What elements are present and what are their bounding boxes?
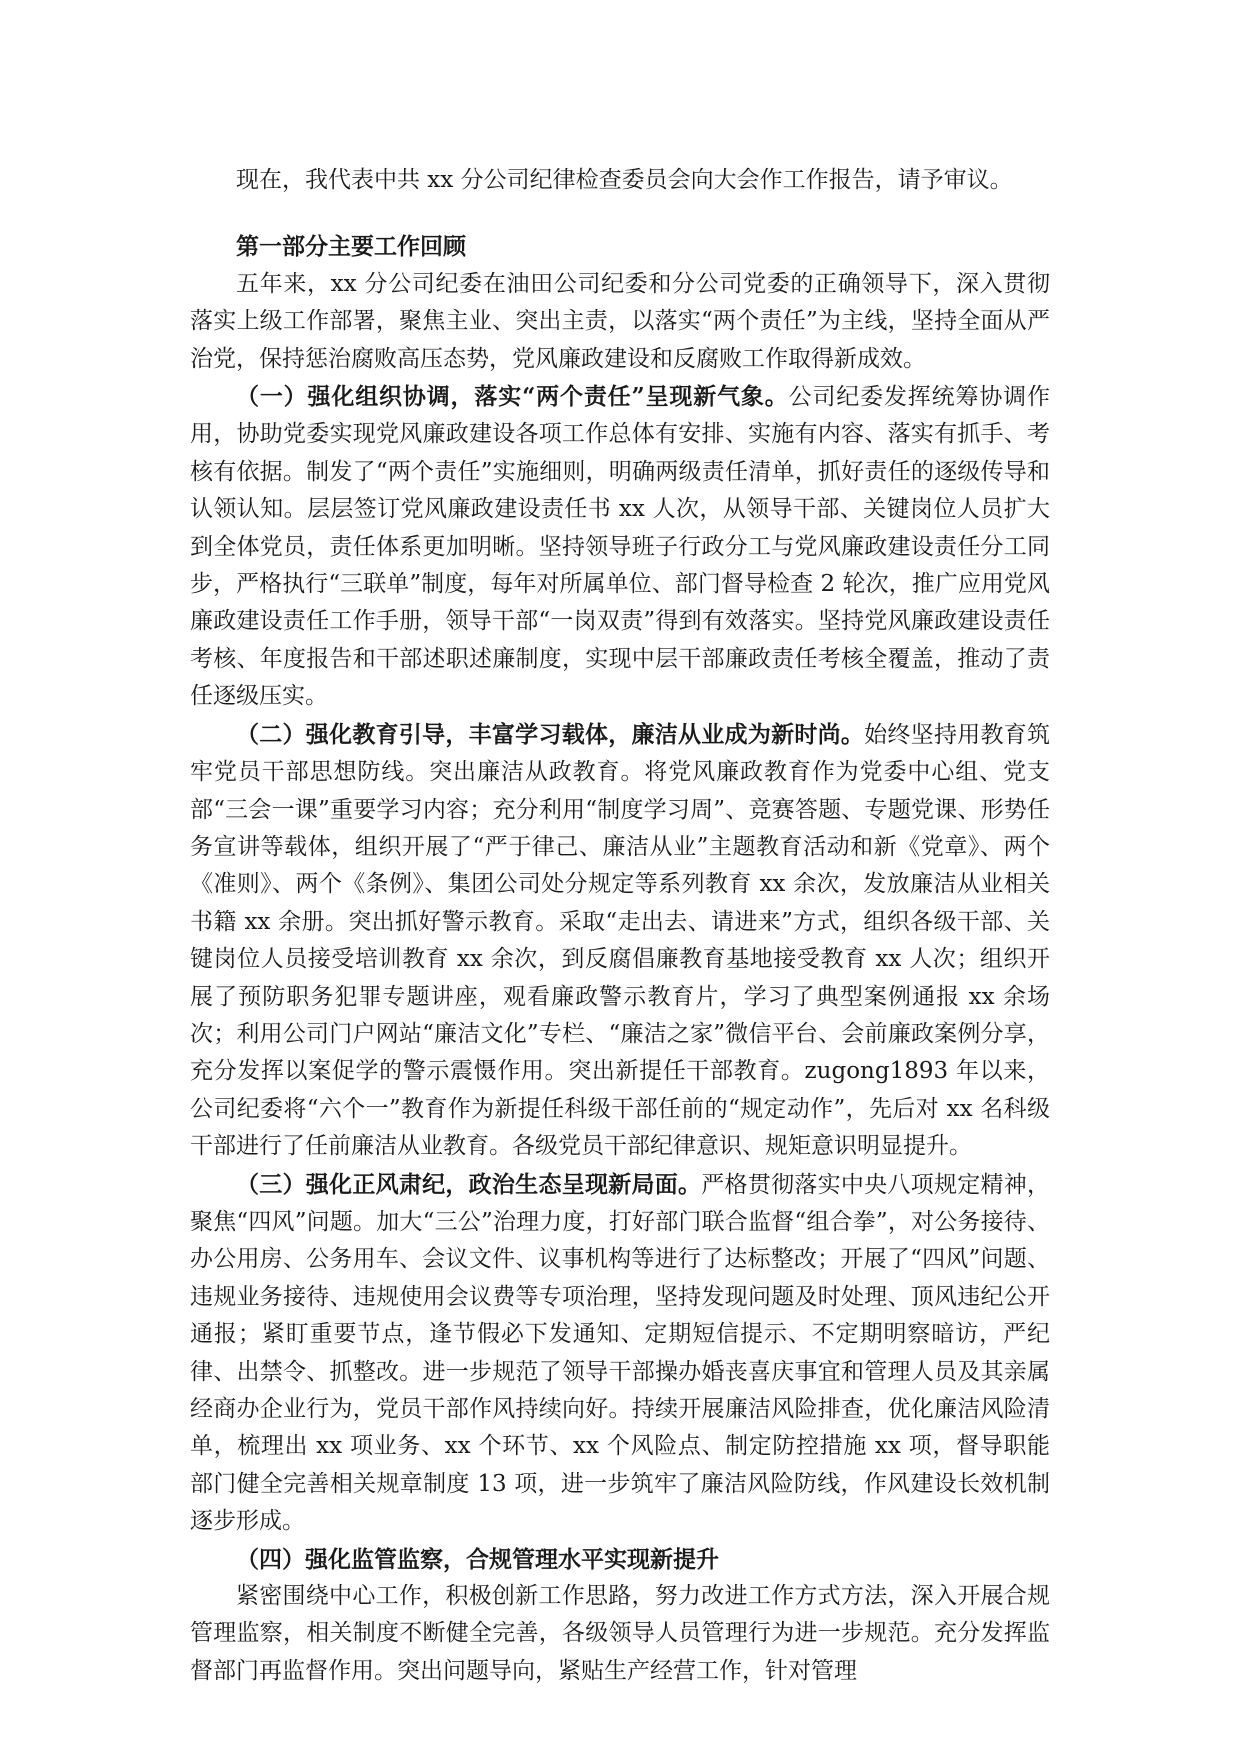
section-3-heading: （三）强化正风肃纪，政治生态呈现新局面。: [236, 1170, 702, 1198]
intro-paragraph: 现在，我代表中共 xx 分公司纪律检查委员会向大会作工作报告，请予审议。: [236, 167, 1013, 193]
part-title: 第一部分主要工作回顾: [236, 233, 466, 261]
section-2-paragraph: [190, 716, 1050, 1166]
document-body: [190, 162, 1050, 1690]
section-2-body: 始终坚持用教育筑牢党员干部思想防线。突出廉洁从政教育。将党风廉政教育作为党委中心组、党支部“三会一课”重要学习内容；充分利用“制度学习周”、竞赛答题、专题党课、形势任务宣讲等载体，组织开展了“严于律己、廉洁从业”主题教育活动和新《党章》、两个《准则》、两个《条例》、集团公司处分规定等系列教育 xx 余次，发放廉洁从业相关书籍 xx 余册。突出抓好警示教育。采取“走出去、请进来”方式，组织各级干部、关键岗位人员接受培训教育 xx 余次，到反腐倡廉教育基地接受教育 xx 人次；组织开展了预防职务犯罪专题讲座，观看廉政警示教育片，学习了典型案例通报 xx 余场次；利用公司门户网站“廉洁文化”专栏、“廉洁之家”微信平台、会前廉政案例分享，充分发挥以案促学的警示震慑作用。突出新提任干部教育。zugong1893 年以来，公司纪委将“六个一”教育作为新提任科级干部任前的“规定动作”，先后对 xx 名科级干部进行了任前廉洁从业教育。各级党员干部纪律意识、规矩意识明显提升。: [190, 721, 1051, 1160]
section-3-paragraph: [190, 1166, 1050, 1541]
overview-paragraph: 五年来，xx 分公司纪委在油田公司纪委和分公司党委的正确领导下，深入贯彻落实上级工作部署，聚焦主业、突出主责，以落实“两个责任”为主线，坚持全面从严治党，保持惩治腐败高压态势，党风廉政建设和反腐败工作取得新成效。: [190, 270, 1050, 372]
section-2-heading: （二）强化教育引导，丰富学习载体，廉洁从业成为新时尚。: [236, 720, 865, 748]
section-1-paragraph: [190, 378, 1050, 716]
section-4-heading: （四）强化监管监察，合规管理水平实现新提升: [236, 1545, 719, 1573]
section-3-body: 严格贯彻落实中央八项规定精神，聚焦“四风”问题。加大“三公”治理力度，打好部门联合监督“组合拳”，对公务接待、办公用房、公务用车、会议文件、议事机构等进行了达标整改；开展了“四风”问题、违规业务接待、违规使用会议费等专项治理，坚持发现问题及时处理、顶风违纪公开通报；紧盯重要节点，逢节假必下发通知、定期短信提示、不定期明察暗访，严纪律、出禁令、抓整改。进一步规范了领导干部操办婚丧喜庆事宜和管理人员及其亲属经商办企业行为，党员干部作风持续向好。持续开展廉洁风险排查，优化廉洁风险清单，梳理出 xx 项业务、xx 个环节、xx 个风险点、制定防控措施 xx 项，督导职能部门健全完善相关规章制度 13 项，进一步筑牢了廉洁风险防线，作风建设长效机制逐步形成。: [190, 1171, 1051, 1535]
section-1-heading: （一）强化组织协调，落实“两个责任”呈现新气象。: [236, 383, 789, 411]
closing-paragraph: 紧密围绕中心工作，积极创新工作思路，努力改进工作方式方法，深入开展合规管理监察，相关制度不断健全完善，各级领导人员管理行为进一步规范。充分发挥监督部门再监督作用。突出问题导向，紧贴生产经营工作，针对管理: [190, 1583, 1050, 1684]
section-1-body: 公司纪委发挥统筹协调作用，协助党委实现党风廉政建设各项工作总体有安排、实施有内容、落实有抓手、考核有依据。制发了“两个责任”实施细则，明确两级责任清单，抓好责任的逐级传导和认领认知。层层签订党风廉政建设责任书 xx 人次，从领导干部、关键岗位人员扩大到全体党员，责任体系更加明晰。坚持领导班子行政分工与党风廉政建设责任分工同步，严格执行“三联单”制度，每年对所属单位、部门督导检查 2 轮次，推广应用党风廉政建设责任工作手册，领导干部“一岗双责”得到有效落实。坚持党风廉政建设责任考核、年度报告和干部述职述廉制度，实现中层干部廉政责任考核全覆盖，推动了责任逐级压实。: [190, 384, 1051, 710]
